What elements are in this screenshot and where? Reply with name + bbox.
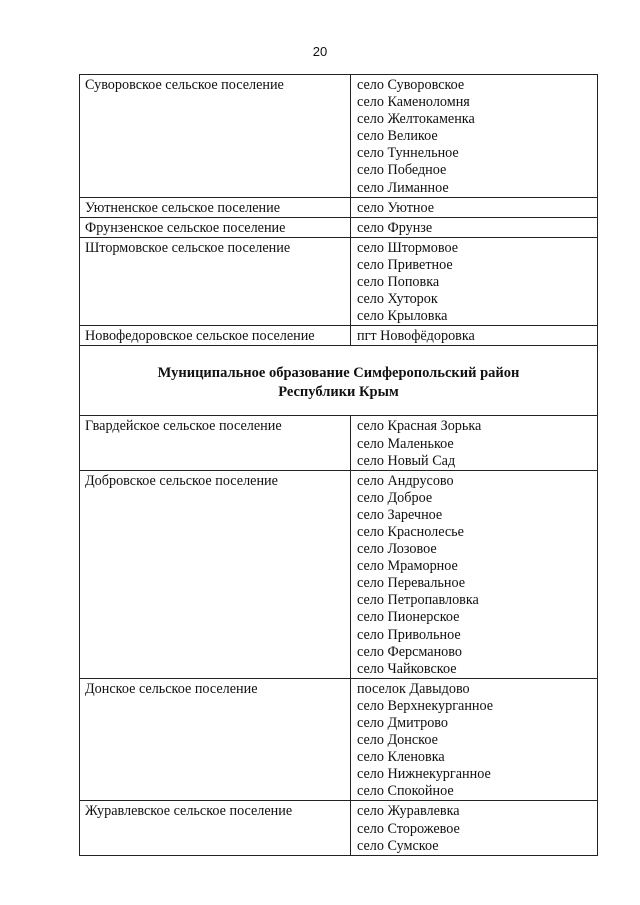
settlement-name-cell — [80, 75, 351, 197]
settlement-name-cell — [80, 801, 351, 854]
table-group-2 — [80, 416, 597, 855]
settlement-name: Донское сельское поселение — [85, 680, 258, 697]
place-item: село Уютное — [357, 199, 435, 216]
section-header-line-2: Республики Крым — [278, 383, 399, 400]
settlement-name: Суворовское сельское поселение — [85, 77, 284, 93]
place-item: село Лозовое — [357, 541, 437, 558]
settlements-table — [79, 74, 598, 856]
settlement-name-cell — [80, 326, 351, 345]
place-item: село Краснолесье — [357, 523, 464, 540]
place-item: село Журавлевка — [357, 803, 460, 820]
settlement-name-cell — [80, 679, 351, 801]
place-item: село Верхнекурганное — [357, 697, 494, 714]
place-item: село Суворовское — [357, 77, 465, 93]
table-row — [80, 471, 597, 679]
settlement-name: Добровское сельское поселение — [85, 472, 278, 489]
table-row — [80, 801, 597, 855]
place-item: село Нижнекурганное — [357, 766, 491, 783]
places-cell — [351, 471, 597, 678]
place-item: село Перевальное — [357, 575, 466, 592]
place-item: село Лиманное — [357, 179, 449, 196]
places-cell — [351, 679, 597, 801]
places-cell — [351, 238, 597, 325]
settlement-name: Фрунзенское сельское поселение — [85, 219, 286, 236]
settlement-name: Новофедоровское сельское поселение — [85, 328, 315, 345]
section-header — [80, 346, 597, 416]
settlement-name-cell — [80, 218, 351, 237]
place-item: село Каменоломня — [357, 94, 470, 111]
table-row — [80, 238, 597, 326]
settlement-name-cell — [80, 416, 351, 469]
place-item: село Великое — [357, 128, 438, 145]
place-item: село Заречное — [357, 506, 443, 523]
table-row — [80, 218, 597, 238]
place-item: село Желтокаменка — [357, 111, 475, 128]
section-header-line-1: Муниципальное образование Симферопольский район — [157, 364, 520, 381]
place-item: село Маленькое — [357, 435, 454, 452]
place-item: село Доброе — [357, 489, 433, 506]
place-item: село Победное — [357, 162, 447, 179]
places-cell — [351, 801, 597, 854]
place-item: село Мраморное — [357, 558, 458, 575]
place-item: село Фрунзе — [357, 219, 433, 236]
place-item: село Хуторок — [357, 291, 438, 308]
place-item: поселок Давыдово — [357, 680, 470, 697]
settlement-name: Уютненское сельское поселение — [85, 199, 281, 216]
settlement-name: Штормовское сельское поселение — [85, 239, 291, 256]
place-item: село Сторожевое — [357, 820, 460, 837]
places-cell — [351, 218, 597, 237]
table-group-1 — [80, 75, 597, 346]
settlement-name-cell — [80, 198, 351, 217]
place-item: село Андрусово — [357, 472, 454, 489]
table-row — [80, 198, 597, 218]
places-cell — [351, 198, 597, 217]
place-item: село Поповка — [357, 274, 440, 291]
place-item: село Штормовое — [357, 239, 459, 256]
settlement-name-cell — [80, 238, 351, 325]
page-number: 20 — [312, 44, 328, 59]
place-item: село Туннельное — [357, 145, 459, 162]
place-item: село Донское — [357, 732, 438, 749]
place-item: село Красная Зорька — [357, 418, 482, 435]
table-row — [80, 679, 597, 802]
place-item: село Новый Сад — [357, 452, 456, 469]
settlement-name: Журавлевское сельское поселение — [85, 803, 293, 820]
table-row — [80, 75, 597, 198]
table-row — [80, 326, 597, 346]
place-item: село Крыловка — [357, 308, 448, 325]
place-item: пгт Новофёдоровка — [357, 328, 475, 345]
place-item: село Чайковское — [357, 660, 457, 677]
place-item: село Ферсманово — [357, 643, 462, 660]
place-item: село Пионерское — [357, 609, 460, 626]
place-item: село Привольное — [357, 626, 461, 643]
places-cell — [351, 326, 597, 345]
table-row — [80, 416, 597, 470]
place-item: село Приветное — [357, 256, 453, 273]
place-item: село Кленовка — [357, 749, 445, 766]
place-item: село Спокойное — [357, 783, 454, 800]
settlement-name: Гвардейское сельское поселение — [85, 418, 282, 435]
settlement-name-cell — [80, 471, 351, 678]
places-cell — [351, 75, 597, 197]
place-item: село Сумское — [357, 837, 439, 854]
place-item: село Петропавловка — [357, 592, 479, 609]
places-cell — [351, 416, 597, 469]
place-item: село Дмитрово — [357, 715, 448, 731]
